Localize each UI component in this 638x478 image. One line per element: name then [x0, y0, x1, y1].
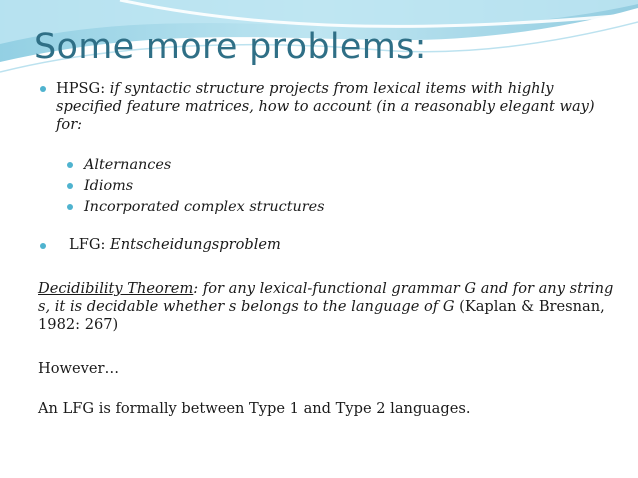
bullet-icon	[40, 243, 46, 249]
sub-item-incorporated: Incorporated complex structures	[84, 199, 325, 215]
theorem-statement: : for any lexical-functional grammar G and for any string s, it is decidable whether s belongs to the language of G	[38, 280, 614, 315]
theorem-name: Decidibility Theorem	[38, 280, 194, 297]
theorem-citation: (Kaplan & Bresnan, 1982: 267)	[38, 298, 605, 333]
bullet-icon	[67, 183, 73, 189]
theorem-paragraph	[38, 280, 618, 334]
lfg-text: Entscheidungsproblem	[110, 236, 281, 253]
sub-item-alternances: Alternances	[84, 157, 172, 173]
bullet-icon	[40, 86, 46, 92]
hpsg-label: HPSG:	[56, 80, 106, 97]
however-line: However…	[38, 360, 120, 377]
lfg-line	[69, 236, 281, 254]
hpsg-text: if syntactic structure projects from lexical items with highly specified feature matrices, how to account (in a reasonably elegant way) for:	[56, 80, 595, 133]
bullet-icon	[67, 162, 73, 168]
conclusion-line: An LFG is formally between Type 1 and Type 2 languages.	[38, 400, 471, 417]
sub-item-idioms: Idioms	[84, 178, 134, 194]
slide-title: Some more problems:	[34, 27, 427, 67]
hpsg-paragraph	[56, 80, 616, 134]
lfg-label: LFG:	[69, 236, 106, 253]
bullet-icon	[67, 204, 73, 210]
